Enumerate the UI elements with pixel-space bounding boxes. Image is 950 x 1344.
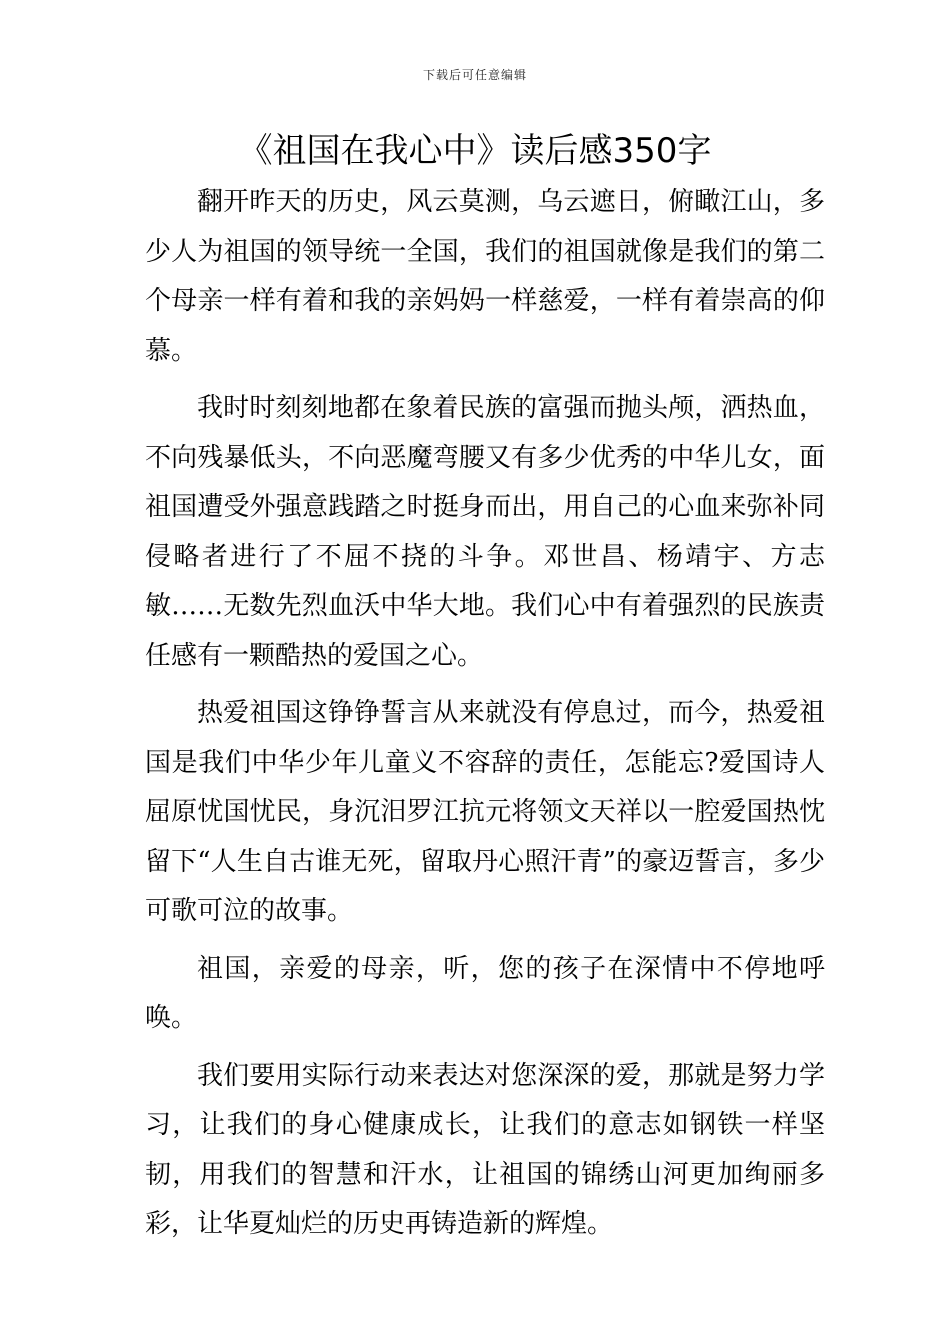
- document-body: [145, 178, 825, 1258]
- document-title: 《祖国在我心中》读后感350字: [238, 131, 712, 171]
- paragraph: 热爱祖国这铮铮誓言从来就没有停息过，而今，热爱祖国是我们中华少年儿童义不容辞的责任，怎能忘?爱国诗人屈原忧国忧民，身沉汨罗江抗元将领文天祥以一腔爱国热忱留下“人生自古谁无死，留取丹心照汗青”的豪迈誓言，多少可歌可泣的故事。: [145, 698, 825, 926]
- paragraph: 我们要用实际行动来表达对您深深的爱，那就是努力学习，让我们的身心健康成长，让我们的意志如钢铁一样坚韧，用我们的智慧和汗水，让祖国的锦绣山河更加绚丽多彩，让华夏灿烂的历史再铸造新的辉煌。: [145, 1060, 825, 1239]
- paragraph: 祖国，亲爱的母亲，听，您的孩子在深情中不停地呼唤。: [145, 953, 825, 1033]
- paragraph: 翻开昨天的历史，风云莫测，乌云遮日，俯瞰江山，多少人为祖国的领导统一全国，我们的祖国就像是我们的第二个母亲一样有着和我的亲妈妈一样慈爱，一样有着崇高的仰慕。: [145, 187, 825, 366]
- header-note: 下载后可任意编辑: [422, 68, 527, 82]
- paragraph: 我时时刻刻地都在象着民族的富强而抛头颅，洒热血，不向残暴低头，不向恶魔弯腰又有多少优秀的中华儿女，面祖国遭受外强意践踏之时挺身而出，用自己的心血来弥补同侵略者进行了不屈不挠的斗争。邓世昌、杨靖宇、方志敏……无数先烈血沃中华大地。我们心中有着强烈的民族责任感有一颗酷热的爱国之心。: [145, 393, 825, 671]
